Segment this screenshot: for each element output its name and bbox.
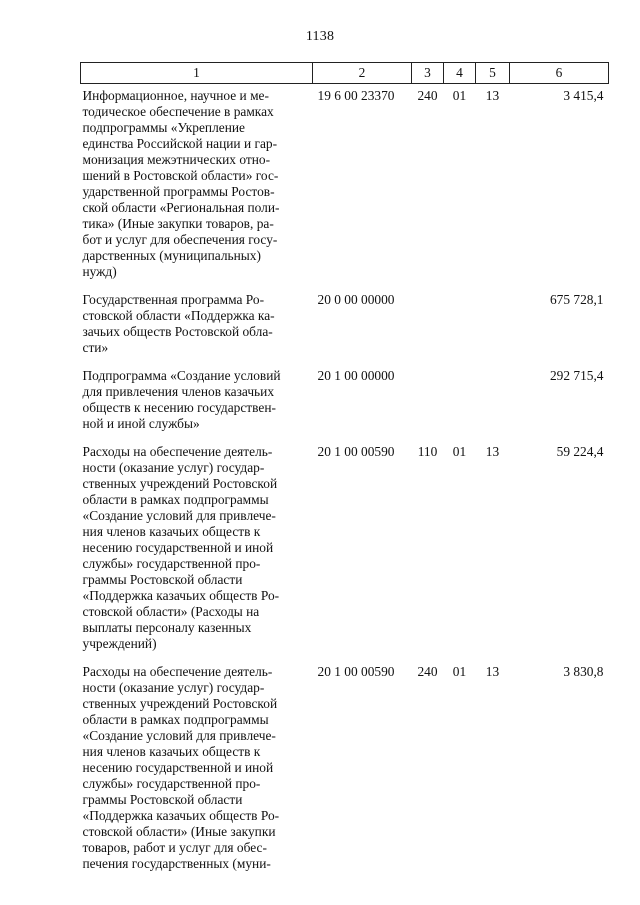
row-name	[81, 664, 313, 872]
row-vr: 240	[417, 664, 438, 679]
header-cell-4: 4	[444, 63, 476, 84]
row-name-line: стовской области «Поддержка ка-	[82, 308, 275, 323]
row-code: 20 1 00 00000	[317, 368, 395, 383]
row-spacer	[81, 652, 609, 664]
row-name-line: обществ к несению государствен-	[82, 400, 276, 415]
row-name	[81, 84, 313, 281]
row-rz: 01	[452, 444, 467, 459]
row-name-line: стовской области» (Расходы на	[82, 604, 260, 619]
row-pr	[476, 368, 510, 432]
row-pr: 13	[485, 664, 500, 679]
table-row	[81, 368, 609, 432]
header-cell-2: 2	[313, 63, 412, 84]
row-vr: 110	[417, 444, 438, 459]
row-code: 20 0 00 00000	[317, 292, 395, 307]
row-rz: 01	[452, 88, 467, 103]
row-name-line: шений в Ростовской области» гос-	[82, 168, 279, 183]
table-row	[81, 444, 609, 652]
row-name-line: дарственных (муниципальных)	[82, 248, 261, 263]
table-row	[81, 292, 609, 356]
row-name-line: бот и услуг для обеспечения госу-	[82, 232, 278, 247]
row-pr: 13	[485, 88, 500, 103]
row-pr: 13	[485, 444, 500, 459]
row-name-line: Информационное, научное и ме-	[82, 88, 269, 103]
row-name-line: монизация межэтнических отно-	[82, 152, 271, 167]
row-spacer-cell	[81, 432, 609, 444]
header-row	[81, 63, 609, 84]
row-name-line: единства Российской нации и гар-	[82, 136, 278, 151]
row-name-line: несению государственной и иной	[82, 760, 274, 775]
row-pr	[476, 292, 510, 356]
row-name-line: «Создание условий для привлече-	[82, 728, 276, 743]
row-name-line: службы» государственной про-	[82, 556, 261, 571]
row-spacer	[81, 432, 609, 444]
row-name-line: ности (оказание услуг) государ-	[82, 680, 265, 695]
table-body	[81, 84, 609, 873]
row-code: 20 1 00 00590	[317, 664, 395, 679]
row-name-line: «Поддержка казачьих обществ Ро-	[82, 808, 280, 823]
row-name-line: Расходы на обеспечение деятель-	[82, 444, 273, 459]
row-name-line: несению государственной и иной	[82, 540, 274, 555]
row-spacer-cell	[81, 280, 609, 292]
row-spacer-cell	[81, 652, 609, 664]
table-row	[81, 664, 609, 872]
row-amount: 292 715,4	[549, 368, 604, 383]
row-name-line: ударственной программы Ростов-	[82, 184, 275, 199]
row-name-line: товаров, работ и услуг для обес-	[82, 840, 267, 855]
budget-table	[80, 62, 609, 872]
row-name-line: ния членов казачьих обществ к	[82, 744, 261, 759]
row-rz	[444, 292, 476, 356]
row-name-line: ной и иной службы»	[82, 416, 200, 431]
row-name-line: Расходы на обеспечение деятель-	[82, 664, 273, 679]
row-name-line: нужд)	[82, 264, 117, 279]
row-name	[81, 444, 313, 652]
row-spacer-cell	[81, 356, 609, 368]
row-name-line: области в рамках подпрограммы	[82, 712, 269, 727]
row-name-line: ности (оказание услуг) государ-	[82, 460, 265, 475]
row-name-line: области в рамках подпрограммы	[82, 492, 269, 507]
row-name-line: тика» (Иные закупки товаров, ра-	[82, 216, 274, 231]
row-name-line: для привлечения членов казачьих	[82, 384, 275, 399]
header-cell-1: 1	[81, 63, 313, 84]
row-name-line: граммы Ростовской области	[82, 792, 243, 807]
row-name-line: службы» государственной про-	[82, 776, 261, 791]
row-name-line: учреждений)	[82, 636, 157, 651]
row-code: 20 1 00 00590	[317, 444, 395, 459]
row-name	[81, 368, 313, 432]
row-rz: 01	[452, 664, 467, 679]
row-name-line: печения государственных (муни-	[82, 856, 271, 871]
row-amount: 3 830,8	[563, 664, 604, 679]
header-cell-6: 6	[510, 63, 609, 84]
row-name-line: ния членов казачьих обществ к	[82, 524, 261, 539]
row-rz	[444, 368, 476, 432]
row-name-line: подпрограммы «Укрепление	[82, 120, 245, 135]
row-name-line: ственных учреждений Ростовской	[82, 476, 278, 491]
row-name-line: Государственная программа Ро-	[82, 292, 265, 307]
row-vr	[412, 292, 444, 356]
row-name-line: «Создание условий для привлече-	[82, 508, 276, 523]
row-name-line: Подпрограмма «Создание условий	[82, 368, 281, 383]
row-vr: 240	[417, 88, 438, 103]
row-code: 19 6 00 23370	[317, 88, 395, 103]
row-vr	[412, 368, 444, 432]
row-amount: 3 415,4	[563, 88, 604, 103]
row-amount: 675 728,1	[549, 292, 604, 307]
row-name-line: граммы Ростовской области	[82, 572, 243, 587]
row-name-line: тодическое обеспечение в рамках	[82, 104, 274, 119]
row-name-line: стовской области» (Иные закупки	[82, 824, 276, 839]
row-name-line: выплаты персоналу казенных	[82, 620, 252, 635]
header-cell-3: 3	[412, 63, 444, 84]
row-name-line: зачьих обществ Ростовской обла-	[82, 324, 273, 339]
row-name-line: ской области «Региональная поли-	[82, 200, 280, 215]
row-name-line: «Поддержка казачьих обществ Ро-	[82, 588, 280, 603]
row-name	[81, 292, 313, 356]
row-amount: 59 224,4	[556, 444, 604, 459]
row-spacer	[81, 356, 609, 368]
row-name-line: ственных учреждений Ростовской	[82, 696, 278, 711]
page-number: 1138	[305, 29, 335, 44]
row-name-line: сти»	[82, 340, 109, 355]
header-cell-5: 5	[476, 63, 510, 84]
table-row	[81, 84, 609, 281]
row-spacer	[81, 280, 609, 292]
